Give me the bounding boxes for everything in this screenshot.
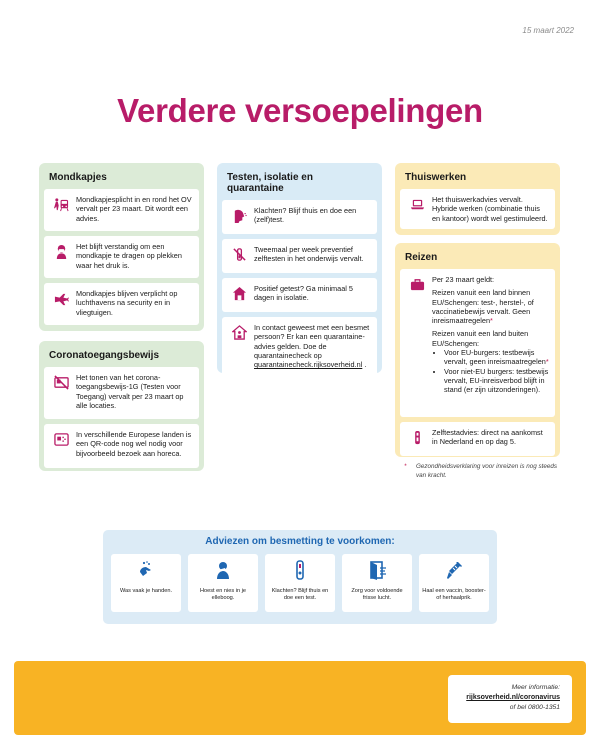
- train-icon: [50, 195, 72, 212]
- advice-panel: [103, 530, 497, 624]
- list-item: [44, 189, 199, 231]
- testen-title: Testen, isolatie en quarantaine: [227, 172, 313, 194]
- item-text: Het blijft verstandig om een mondkapje te dragen op plekken waar het druk is.: [76, 242, 182, 270]
- advice-item: [188, 554, 258, 612]
- advice-item: [265, 554, 335, 612]
- item-text: Klachten? Blijf thuis en doe een (zelf)test.: [254, 206, 357, 225]
- page-title: Verdere versoepelingen: [117, 92, 483, 129]
- footnote: * Gezondheidsverklaring voor inreizen is nog steeds van kracht.: [404, 463, 558, 479]
- self-test-icon: [290, 560, 310, 580]
- item-text: Het thuiswerkadvies vervalt. Hybride werken (combinatie thuis en kantoor) wordt wel gestimuleerd.: [432, 195, 548, 223]
- thuiswerken-panel: [395, 163, 560, 235]
- quarantainecheck-link[interactable]: quarantainecheck.rijksoverheid.nl: [254, 360, 363, 370]
- list-item: [400, 269, 555, 417]
- house-icon: [228, 284, 250, 301]
- info-phone: of bel 0800-1351: [509, 704, 560, 711]
- coronatoegang-panel: [39, 341, 204, 471]
- person-mask-icon: [50, 242, 72, 259]
- footer-banner: [14, 661, 586, 735]
- advice-title: Adviezen om besmetting te voorkomen:: [205, 536, 395, 547]
- test-tube-icon: [406, 428, 428, 445]
- coronatoegang-title: Coronatoegangsbewijs: [49, 350, 160, 361]
- mondkapjes-title: Mondkapjes: [49, 172, 107, 183]
- advice-item: [111, 554, 181, 612]
- list-item: [44, 424, 199, 468]
- crossed-test-icon: [228, 245, 250, 262]
- item-text: Tweemaal per week preventief zelftesten in het onderwijs vervalt.: [254, 245, 364, 264]
- item-text: In verschillende Europese landen is een QR-code nog wel nodig voor bijvoorbeeld bezoek aan horeca.: [76, 430, 192, 458]
- advice-item: [419, 554, 489, 612]
- list-item: [222, 239, 377, 273]
- quarantine-house-icon: [228, 323, 250, 340]
- date-label: 15 maart 2022: [522, 26, 574, 35]
- reizen-text: [428, 275, 549, 395]
- list-item: [222, 317, 377, 377]
- sneeze-icon: [228, 206, 250, 223]
- item-text: Mondkapjes blijven verplicht op luchthavens na security en in vliegtuigen.: [76, 289, 178, 317]
- testen-panel: [217, 163, 382, 373]
- list-item: [44, 236, 199, 278]
- item-text: Mondkapjesplicht in en rond het OV vervalt per 23 maart. Dit wordt een advies.: [76, 195, 192, 223]
- vaccine-icon: [444, 560, 464, 580]
- item-text: Positief getest? Ga minimaal 5 dagen in isolatie.: [254, 284, 353, 303]
- advice-label: Haal een vaccin, booster- of herhaalprik.: [422, 588, 486, 601]
- info-link[interactable]: rijksoverheid.nl/coronavirus: [466, 694, 560, 701]
- advice-label: Zorg voor voldoende frisse lucht.: [351, 588, 403, 601]
- advice-item: [342, 554, 412, 612]
- crossed-pass-icon: [50, 373, 72, 390]
- info-box: [448, 675, 572, 723]
- reizen-title: Reizen: [405, 252, 438, 263]
- suitcase-icon: [406, 275, 428, 292]
- list-item: [222, 200, 377, 234]
- reizen-bullet-eu: • Voor EU-burgers: testbewijs vervalt, geen inreismaatregelen*: [444, 348, 549, 367]
- fresh-air-icon: [367, 560, 387, 580]
- list-item: [44, 367, 199, 419]
- reizen-p2: Reizen vanuit een land buiten EU/Schengen:: [432, 329, 529, 348]
- thuiswerken-title: Thuiswerken: [405, 172, 467, 183]
- airplane-icon: [50, 289, 72, 306]
- reizen-intro: Per 23 maart geldt:: [432, 275, 495, 284]
- advice-label: Hoest en nies in je elleboog.: [199, 588, 247, 601]
- list-item: [44, 283, 199, 325]
- reizen-p1: Reizen vanuit een land binnen EU/Schengen: test-, herstel-, of vaccinatiebewijs vervalt. Geen inreismaatregelen*: [432, 288, 534, 326]
- list-item: [222, 278, 377, 312]
- cough-elbow-icon: [213, 560, 233, 580]
- info-label: Meer informatie:: [511, 684, 560, 691]
- laptop-icon: [406, 195, 428, 212]
- item-text: Het tonen van het corona-toegangsbewijs-1G (Testen voor Toegang) vervalt per 23 maart op alle locaties.: [76, 373, 184, 410]
- reizen-bullet-non-eu: • Voor niet-EU burgers: testbewijs vervalt, EU-inreisverbod blijft in stand (er zijn uitzonderingen).: [444, 367, 549, 395]
- advice-label: Was vaak je handen.: [119, 588, 173, 594]
- mondkapjes-panel: [39, 163, 204, 331]
- qr-card-icon: [50, 430, 72, 447]
- advice-label: Klachten? Blijf thuis en doe een test.: [271, 588, 329, 601]
- item-text: Zelftestadvies: direct na aankomst in Nederland en op dag 5.: [432, 428, 543, 447]
- hand-wash-icon: [136, 560, 156, 580]
- reizen-panel: [395, 243, 560, 457]
- item-text: In contact geweest met een besmet persoon? Er kan een quarantaine-advies gelden. Doe de quarantainecheck op quarantainecheck.rijksoverheid.nl .: [254, 323, 370, 370]
- list-item: [400, 189, 555, 229]
- list-item: [400, 422, 555, 456]
